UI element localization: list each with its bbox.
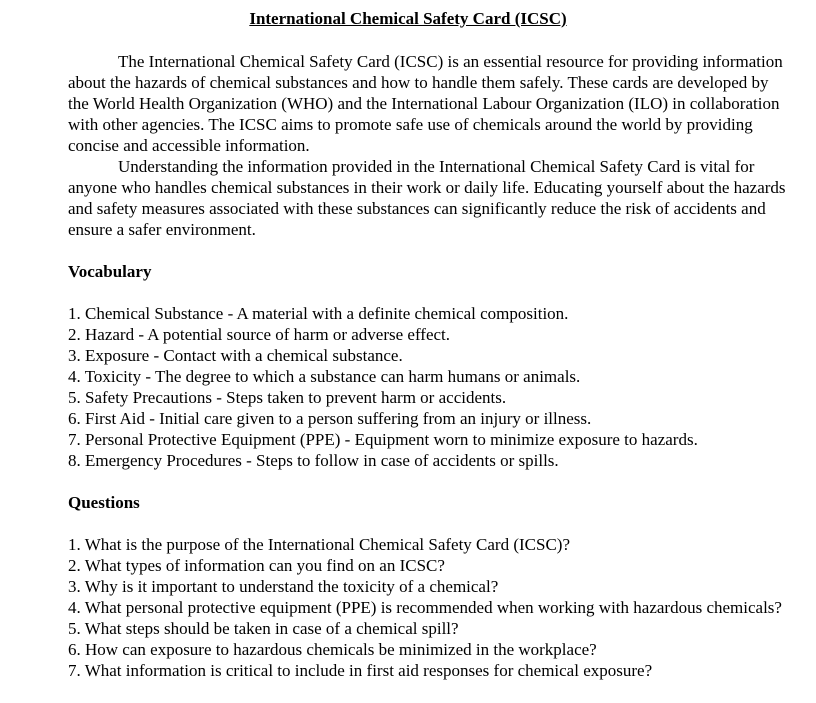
- vocabulary-item: 3. Exposure - Contact with a chemical substance.: [68, 346, 403, 365]
- vocabulary-item: 4. Toxicity - The degree to which a substance can harm humans or animals.: [68, 367, 581, 386]
- document-page: [68, 0, 788, 681]
- vocabulary-item: 2. Hazard - A potential source of harm or adverse effect.: [68, 325, 451, 344]
- questions-list: [68, 534, 788, 681]
- vocabulary-heading: Vocabulary: [68, 262, 152, 281]
- questions-heading: Questions: [68, 493, 140, 512]
- question-item: 7. What information is critical to include in first aid responses for chemical exposure?: [68, 661, 653, 680]
- vocabulary-item: 8. Emergency Procedures - Steps to follow in case of accidents or spills.: [68, 451, 559, 470]
- question-item: 2. What types of information can you find on an ICSC?: [68, 556, 445, 575]
- document-title: International Chemical Safety Card (ICSC): [249, 9, 567, 28]
- understanding-paragraph: Understanding the information provided in the International Chemical Safety Card is vital for anyone who handles chemical substances in their work or daily life. Educating yourself about the hazards and safety measures associated with these substances can significantly reduce the risk of accidents and ensure a safer environment.: [68, 157, 786, 239]
- vocabulary-item: 1. Chemical Substance - A material with a definite chemical composition.: [68, 304, 569, 323]
- vocabulary-list: [68, 303, 788, 471]
- intro-paragraph: The International Chemical Safety Card (ICSC) is an essential resource for providing information about the hazards of chemical substances and how to handle them safely. These cards are developed by the World Health Organization (WHO) and the International Labour Organization (ILO) in collaboration with other agencies. The ICSC aims to promote safe use of chemicals around the world by providing concise and accessible information.: [68, 52, 783, 155]
- question-item: 4. What personal protective equipment (PPE) is recommended when working with hazardous chemicals?: [68, 598, 782, 617]
- vocabulary-item: 6. First Aid - Initial care given to a person suffering from an injury or illness.: [68, 409, 592, 428]
- question-item: 5. What steps should be taken in case of a chemical spill?: [68, 619, 459, 638]
- question-item: 3. Why is it important to understand the toxicity of a chemical?: [68, 577, 499, 596]
- question-item: 6. How can exposure to hazardous chemicals be minimized in the workplace?: [68, 640, 597, 659]
- question-item: 1. What is the purpose of the International Chemical Safety Card (ICSC)?: [68, 535, 570, 554]
- vocabulary-item: 7. Personal Protective Equipment (PPE) - Equipment worn to minimize exposure to hazards.: [68, 430, 698, 449]
- vocabulary-item: 5. Safety Precautions - Steps taken to prevent harm or accidents.: [68, 388, 507, 407]
